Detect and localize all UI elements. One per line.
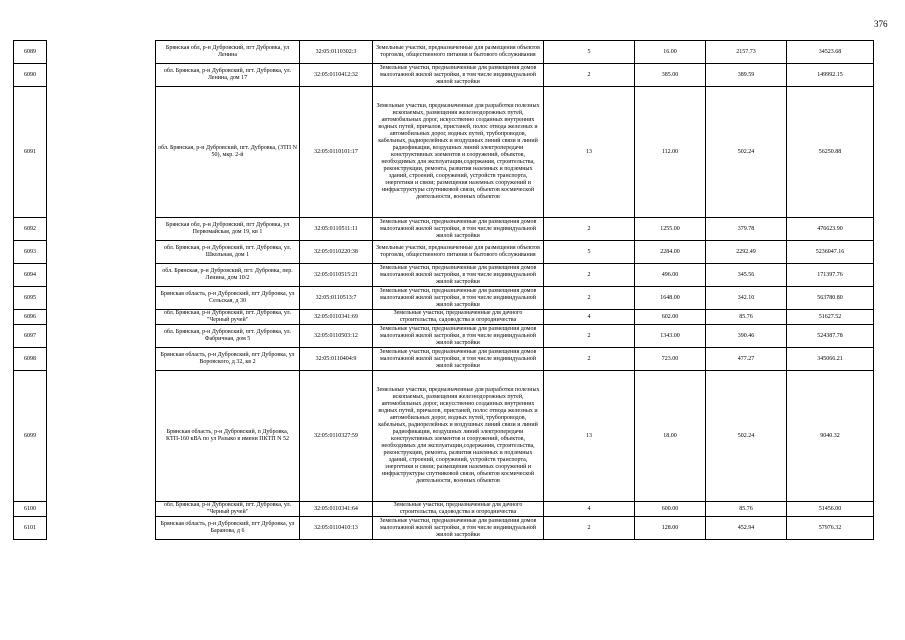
address-cell: обл. Брянская, р-н Дубровский, пгт. Дубровка, ул. "Черный ручей" [156,502,300,517]
area-cell: 128.00 [635,517,706,540]
row-number-cell: 6100 [14,502,47,517]
specific-value-cell: 85.76 [706,310,787,325]
page-number: 376 [874,19,888,29]
cadastral-value-cell: 563780.80 [787,287,874,310]
address-cell: обл. Брянская, р-н Дубровский, пгт. Дубровка, (ЗТП N 50), мкр. 2-й [156,87,300,218]
spacer-cell [47,325,156,348]
table-row [14,310,874,325]
cadastral-value-cell: 476623.90 [787,218,874,241]
cadastral-value-cell: 9040.32 [787,371,874,502]
address-cell: Брянская область, р-н Дубровский, п Дубровка, КТП-160 кВА по ул Разыко в имени ПКТП N 52 [156,371,300,502]
cadastral-value-cell: 5236047.16 [787,241,874,264]
spacer-cell [47,517,156,540]
cadastral-value-cell: 56250.88 [787,87,874,218]
cadastral-value-cell: 57976.32 [787,517,874,540]
area-cell: 602.00 [635,310,706,325]
specific-value-cell: 342.10 [706,287,787,310]
table-row [14,517,874,540]
table-row [14,87,874,218]
spacer-cell [47,264,156,287]
spacer-cell [47,371,156,502]
cadastral-value-cell: 51627.52 [787,310,874,325]
land-use-cell: Земельные участки, предназначенные для разработки полезных ископаемых, размещения железнодорожных путей, автомобильных дорог, искусственно созданных внутренних водных путей, причалов, пристаней, полос отвода железных и автомобильных дорог, водных путей, трубопроводов, кабельных, радиорелейных и воздушных линий связи и линий радиофикации, воздушных линий электропередачи конструктивных элементов и сооружений, объектов, необходимых для эксплуатации,содержания, строительства, реконструкции, ремонта, развития наземных и подземных зданий, строений, сооружений, устройств транспорта, энергетики и связи; размещения наземных сооружений и инфраструктуры спутниковой связи, объектов космической деятельности, военных объектов [373,371,544,502]
row-number-cell: 6101 [14,517,47,540]
address-cell: обл. Брянская, р-н Дубровский, пгт. Дубровка, пер. Ленина, дом 10/2 [156,264,300,287]
specific-value-cell: 502.24 [706,87,787,218]
area-cell: 385.00 [635,64,706,87]
group-cell: 5 [544,41,635,64]
group-cell: 13 [544,371,635,502]
spacer-cell [47,287,156,310]
cadastral-number-cell: 32:05:0110410:13 [300,517,373,540]
land-use-cell: Земельные участки, предназначенные для разработки полезных ископаемых, размещения железнодорожных путей, автомобильных дорог, искусственно созданных внутренних водных путей, причалов, пристаней, полос отвода железных и автомобильных дорог, водных путей, трубопроводов, кабельных, радиорелейных и воздушных линий связи и линий радиофикации, воздушных линий электропередачи конструктивных элементов и сооружений, объектов, необходимых для эксплуатации,содержания, строительства, реконструкции, ремонта, развития наземных и подземных зданий, строений, сооружений, устройств транспорта, энергетики и связи; размещения наземных сооружений и инфраструктуры спутниковой связи, объектов космической деятельности, военных объектов [373,87,544,218]
land-use-cell: Земельные участки, предназначенные для размещения объектов торговли, общественного питания и бытового обслуживания [373,241,544,264]
address-cell: обл. Брянская, р-н Дубровский, пгт. Дубровка, ул. Школьная, дом 1 [156,241,300,264]
row-number-cell: 6091 [14,87,47,218]
land-use-cell: Земельные участки, предназначенные для размещения домов малоэтажной жилой застройки, в том числе индивидуальной жилой застройки [373,348,544,371]
specific-value-cell: 390.46 [706,325,787,348]
specific-value-cell: 389.59 [706,64,787,87]
land-use-cell: Земельные участки, предназначенные для размещения домов малоэтажной жилой застройки, в том числе индивидуальной жилой застройки [373,218,544,241]
cadastral-number-cell: 32:05:0110412:32 [300,64,373,87]
area-cell: 1255.00 [635,218,706,241]
land-use-cell: Земельные участки, предназначенные для дачного строительства, садоводства и огородничества [373,502,544,517]
spacer-cell [47,87,156,218]
cadastral-number-cell: 32:05:0110341:69 [300,310,373,325]
spacer-cell [47,310,156,325]
specific-value-cell: 2157.73 [706,41,787,64]
cadastral-number-cell: 32:05:0110515:21 [300,264,373,287]
address-cell: обл. Брянская, р-н Дубровский, пгт. Дубровка, ул. Ленина, дом 17 [156,64,300,87]
group-cell: 2 [544,348,635,371]
table-row [14,502,874,517]
table-row [14,348,874,371]
table-row [14,241,874,264]
row-number-cell: 6094 [14,264,47,287]
address-cell: Брянская область, р-н Дубровский, пгт Дубровка, ул Баранова, д 6 [156,517,300,540]
address-cell: Брянская обл, р-н Дубровский, пгт Дубровка, ул Первомайская, дом 19, кв 1 [156,218,300,241]
specific-value-cell: 345.56 [706,264,787,287]
cadastral-number-cell: 32:05:0110101:17 [300,87,373,218]
area-cell: 723.00 [635,348,706,371]
table-row [14,41,874,64]
area-cell: 112.00 [635,87,706,218]
row-number-cell: 6095 [14,287,47,310]
specific-value-cell: 85.76 [706,502,787,517]
land-use-cell: Земельные участки, предназначенные для дачного строительства, садоводства и огородничества [373,310,544,325]
cadastral-number-cell: 32:05:0110220:38 [300,241,373,264]
row-number-cell: 6093 [14,241,47,264]
group-cell: 2 [544,64,635,87]
row-number-cell: 6096 [14,310,47,325]
specific-value-cell: 452.94 [706,517,787,540]
area-cell: 16.00 [635,41,706,64]
address-cell: обл. Брянская, р-н Дубровский, пгт. Дубровка, ул. "Черный ручей" [156,310,300,325]
table-row [14,371,874,502]
cadastral-value-cell: 51456.00 [787,502,874,517]
address-cell: Брянская обл, р-н Дубровский, пгт Дубровка, ул Ленина [156,41,300,64]
group-cell: 2 [544,517,635,540]
cadastral-number-cell: 32:05:0110511:11 [300,218,373,241]
land-use-cell: Земельные участки, предназначенные для размещения домов малоэтажной жилой застройки, в том числе индивидуальной жилой застройки [373,64,544,87]
address-cell: Брянская область, р-н Дубровский, пгт Дубровка, ул Сельская, д 30 [156,287,300,310]
area-cell: 2284.00 [635,241,706,264]
cadastral-number-cell: 32:05:0110404:9 [300,348,373,371]
cadastral-number-cell: 32:05:0110341:64 [300,502,373,517]
land-use-cell: Земельные участки, предназначенные для размещения домов малоэтажной жилой застройки, в том числе индивидуальной жилой застройки [373,287,544,310]
cadastral-value-cell: 34523.68 [787,41,874,64]
group-cell: 4 [544,502,635,517]
land-use-cell: Земельные участки, предназначенные для размещения домов малоэтажной жилой застройки, в том числе индивидуальной жилой застройки [373,325,544,348]
row-number-cell: 6098 [14,348,47,371]
cadastral-value-cell: 345066.21 [787,348,874,371]
row-number-cell: 6090 [14,64,47,87]
land-use-cell: Земельные участки, предназначенные для размещения домов малоэтажной жилой застройки, в том числе индивидуальной жилой застройки [373,517,544,540]
row-number-cell: 6092 [14,218,47,241]
spacer-cell [47,348,156,371]
land-use-cell: Земельные участки, предназначенные для размещения объектов торговли, общественного питания и бытового обслуживания [373,41,544,64]
cadastral-value-cell: 524387.78 [787,325,874,348]
area-cell: 1648.00 [635,287,706,310]
land-use-cell: Земельные участки, предназначенные для размещения домов малоэтажной жилой застройки, в том числе индивидуальной жилой застройки [373,264,544,287]
address-cell: Брянская область, р-н Дубровский, пгт Дубровка, ул Воровского, д 32, кв 2 [156,348,300,371]
area-cell: 18.00 [635,371,706,502]
table-row [14,287,874,310]
spacer-cell [47,218,156,241]
cadastral-number-cell: 32:05:0110503:12 [300,325,373,348]
group-cell: 5 [544,241,635,264]
cadastral-number-cell: 32:05:0110302:3 [300,41,373,64]
row-number-cell: 6099 [14,371,47,502]
cadastral-number-cell: 32:05:0110327:59 [300,371,373,502]
spacer-cell [47,41,156,64]
cadastral-value-table [13,40,874,540]
group-cell: 4 [544,310,635,325]
cadastral-value-cell: 149992.15 [787,64,874,87]
address-cell: обл. Брянская, р-н Дубровский, пгт. Дубровка, ул. Фабричная, дом 5 [156,325,300,348]
area-cell: 1343.00 [635,325,706,348]
group-cell: 2 [544,287,635,310]
group-cell: 2 [544,218,635,241]
row-number-cell: 6097 [14,325,47,348]
row-number-cell: 6089 [14,41,47,64]
table-row [14,325,874,348]
cadastral-value-cell: 171397.76 [787,264,874,287]
spacer-cell [47,241,156,264]
spacer-cell [47,64,156,87]
group-cell: 2 [544,325,635,348]
cadastral-number-cell: 32:05:0110513:7 [300,287,373,310]
table-row [14,264,874,287]
specific-value-cell: 477.27 [706,348,787,371]
group-cell: 2 [544,264,635,287]
area-cell: 496.00 [635,264,706,287]
spacer-cell [47,502,156,517]
group-cell: 13 [544,87,635,218]
area-cell: 600.00 [635,502,706,517]
specific-value-cell: 2292.49 [706,241,787,264]
specific-value-cell: 502.24 [706,371,787,502]
table-row [14,64,874,87]
specific-value-cell: 379.78 [706,218,787,241]
table-row [14,218,874,241]
